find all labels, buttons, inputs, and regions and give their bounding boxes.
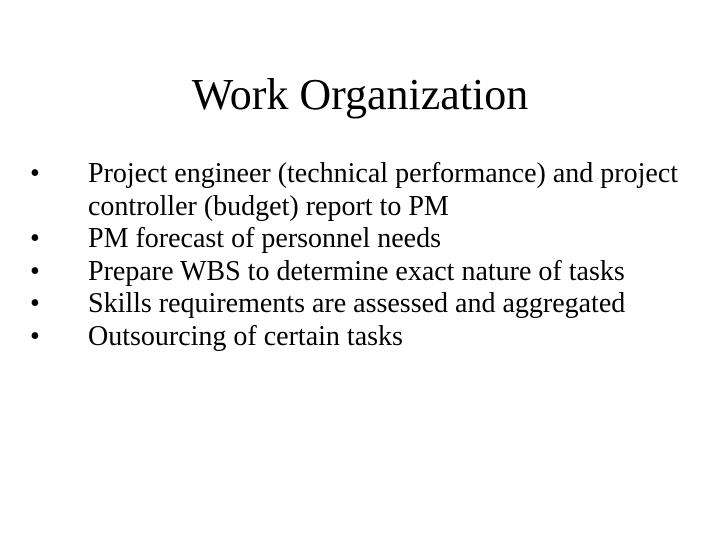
bullet-text: Prepare WBS to determine exact nature of tasks xyxy=(88,255,625,287)
slide-title: Work Organization xyxy=(191,70,529,119)
bullet-dot-icon: • xyxy=(30,223,40,254)
bullet-item xyxy=(30,223,700,256)
bullet-item xyxy=(30,256,700,289)
bullet-text: Project engineer (technical performance) and project controller (budget) report to PM xyxy=(88,158,679,222)
bullet-dot-icon: • xyxy=(30,320,40,352)
bullet-dot-icon: • xyxy=(30,288,40,319)
bullet-item xyxy=(30,158,700,223)
bullet-text: Skills requirements are assessed and aggregated xyxy=(88,288,626,319)
bullet-dot-icon: • xyxy=(30,158,40,189)
bullet-item xyxy=(30,288,700,321)
bullet-dot-icon: • xyxy=(30,255,40,287)
bullet-list xyxy=(30,158,700,353)
bullet-text: PM forecast of personnel needs xyxy=(88,223,442,254)
bullet-item xyxy=(30,321,700,354)
bullet-text: Outsourcing of certain tasks xyxy=(88,320,403,352)
